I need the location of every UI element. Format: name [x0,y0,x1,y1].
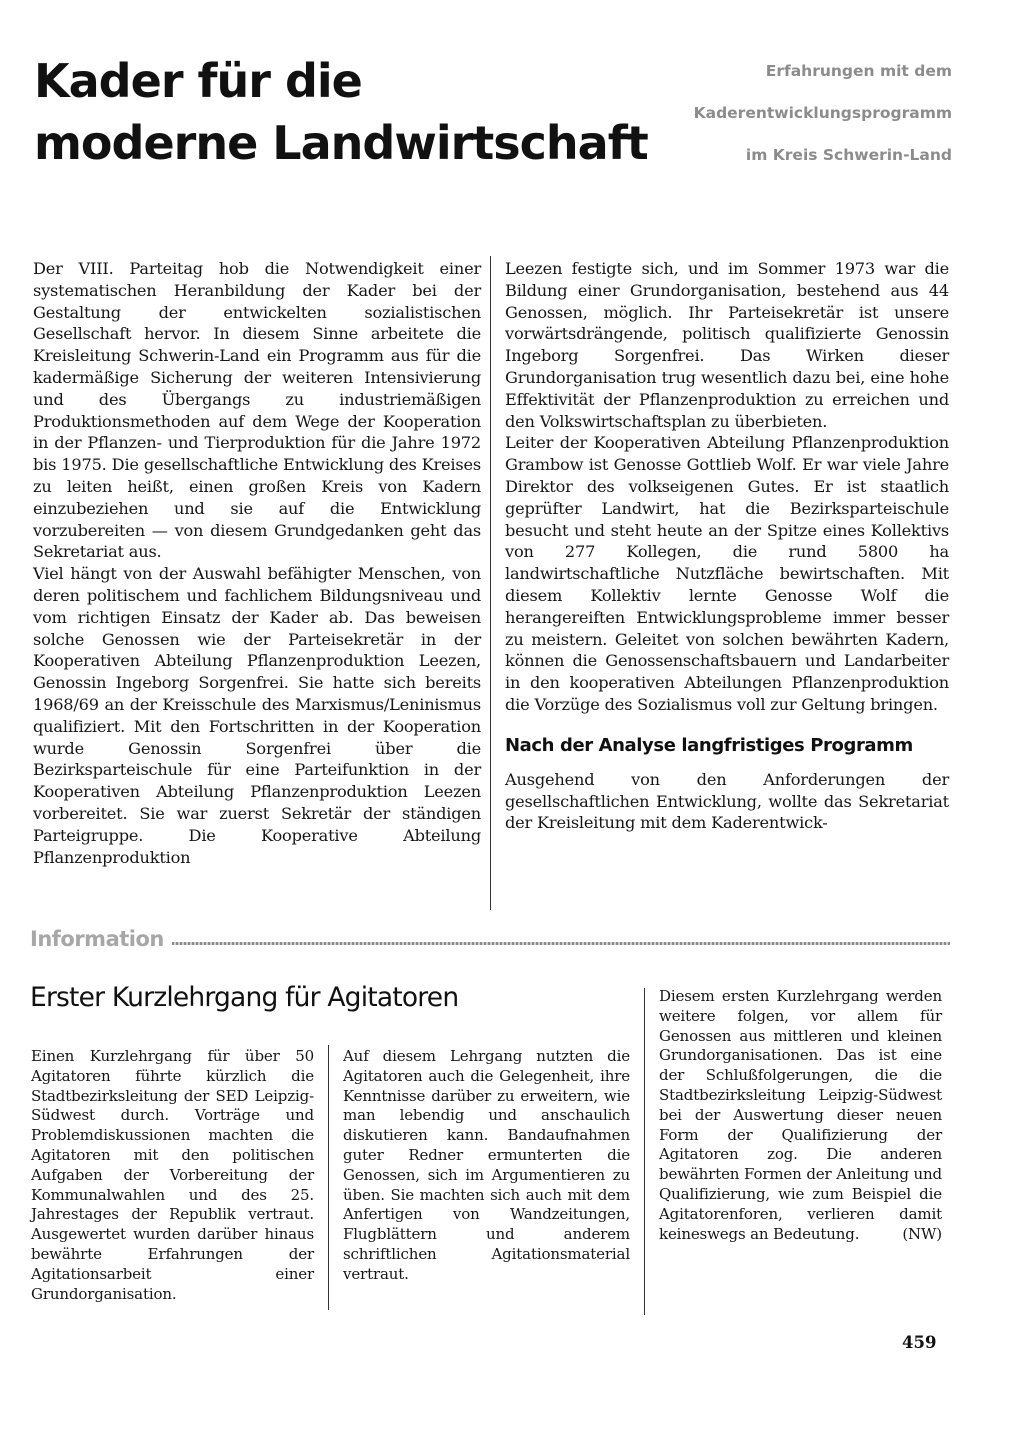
article-subheading: Nach der Analyse langfristiges Programm [505,734,913,756]
article-paragraph-2: Viel hängt von der Auswahl befähigter Menschen, von deren politischem und fachlichem Bildungsniveau und vom richtigen Einsatz der Kader ab. Das beweisen solche Genossen wie der Parteisekretär in der Kooperativen Abteilung Pflanzenproduktion Leezen, Genossin Ingeborg Sorgenfrei. Sie hatte sich bereits 1968/69 an der Kreisschule des Marxismus/Leninismus qualifiziert. Mit den Fortschritten in der Kooperation wurde Genossin Sorgenfrei über die Bezirksparteischule für eine Parteifunktion in der Kooperativen Abteilung Pflanzenproduktion Leezen vorbereitet. Sie war zuerst Sekretär der ständigen Parteigruppe. Die Kooperative Abteilung Pflanzenproduktion [33,564,481,867]
subtitle-line-2: Kaderentwicklungsprogramm [693,104,952,122]
column-divider [490,256,491,910]
info-paragraph-1: Einen Kurzlehrgang für über 50 Agitatoren führte kürzlich die Stadtbezirksleitung der SED Leipzig-Südwest durch. Vorträge und Problemdiskussionen machten die Agitatoren mit den politischen Aufgaben der Vorbereitung der Kommunalwahlen und des 25. Jahrestages der Republik vertraut. Ausgewertet wurden darüber hinaus bewährte Erfahrungen der Agitationsarbeit einer Grundorganisation. [31,1047,314,1303]
info-column-2 [343,1047,630,1285]
information-rule [172,942,950,945]
info-paragraph-3-text: Diesem ersten Kurzlehrgang werden weitere folgen, vor allem für Genossen aus mittleren und kleinen Grundorganisationen. Das ist eine der Schlußfolgerungen, die die Stadtbezirksleitung Leipzig-Südwest bei der Auswertung dieser neuen Form der Qualifizierung der Agitatoren zog. Die anderen bewährten Formen der Anleitung und Qualifizierung, wie zum Beispiel die Agitatorenforen, verlieren damit keineswegs an Bedeutung. [659,987,942,1243]
subtitle-line-1: Erfahrungen mit dem [765,62,952,80]
info-paragraph-3 [659,987,942,1244]
information-label: Information [30,927,164,951]
main-title-line-1: Kader für die [34,54,362,108]
article-paragraph-3: Leezen festigte sich, und im Sommer 1973 war die Bildung einer Grundorganisation, bestehend aus 44 Genossen, möglich. Ihr Parteisekretär ist unsere vorwärtsdrängende, politisch qualifizierte Genossin Ingeborg Sorgenfrei. Das Wirken dieser Grundorganisation trug wesentlich dazu bei, eine hohe Effektivität der Pflanzenproduktion zu erreichen und den Volkswirtschaftsplan zu überbieten. [505,259,949,431]
article-paragraph-1: Der VIII. Parteitag hob die Notwendigkeit einer systematischen Heranbildung der Kader bei der Gestaltung der entwickelten sozialistischen Gesellschaft hervor. In diesem Sinne arbeitete die Kreisleitung Schwerin-Land ein Programm aus für die kadermäßige Sicherung der weiteren Intensivierung und des Übergangs zu industriemäßigen Produktionsmethoden auf dem Wege der Kooperation in der Pflanzen- und Tierproduktion für die Jahre 1972 bis 1975. Die gesellschaftliche Entwicklung des Kreises zu leiten heißt, einen großen Kreis von Kadern einzubeziehen und sie auf die Entwicklung vorzubereiten — von diesem Grundgedanken geht das Sekretariat aus. [33,259,481,562]
info-column-divider-1 [328,1045,329,1310]
page-number: 459 [902,1333,937,1352]
info-column-divider-2 [644,988,645,1315]
info-column-3 [659,987,942,1244]
article-paragraph-5: Ausgehend von den Anforderungen der gesellschaftlichen Entwicklung, wollte das Sekretariat der Kreisleitung mit dem Kaderentwick- [505,769,949,833]
main-title [34,50,648,174]
info-article-title: Erster Kurzlehrgang für Agitatoren [30,982,459,1013]
info-paragraph-2: Auf diesem Lehrgang nutzten die Agitatoren auch die Gelegenheit, ihre Kenntnisse darüber zu erweitern, wie man lebendig und anschaulich diskutieren kann. Bandaufnahmen guter Redner ermunterten die Genossen, sich im Argumentieren zu üben. Sie machten sich auch mit dem Anfertigen von Wandzeitungen, Flugblättern und anderem schriftlichen Agitationsmaterial vertraut. [343,1047,630,1283]
subtitle [612,50,952,176]
subtitle-line-3: im Kreis Schwerin-Land [745,146,952,164]
article-right-column [505,258,949,834]
article-paragraph-4: Leiter der Kooperativen Abteilung Pflanzenproduktion Grambow ist Genosse Gottlieb Wolf. Er war viele Jahre Direktor des volkseigenen Gutes. Er ist staatlich geprüfter Landwirt, hat die Bezirksparteischule besucht und steht heute an der Spitze eines Kollektivs von 277 Kollegen, die rund 5800 ha landwirtschaftliche Nutzfläche bewirtschaften. Mit diesem Kollektiv lernte Genosse Wolf die herangereiften Entwicklungsprobleme immer besser zu meistern. Geleitet von solchen bewährten Kadern, können die Genossenschaftsbauern und Landarbeiter in den kooperativen Abteilungen Pflanzenproduktion die Vorzüge des Sozialismus voll zur Geltung bringen. [505,433,949,714]
signature: (NW) [902,1224,942,1243]
info-column-1 [31,1047,314,1304]
main-title-line-2: moderne Landwirtschaft [34,116,648,170]
article-left-column [33,258,481,868]
